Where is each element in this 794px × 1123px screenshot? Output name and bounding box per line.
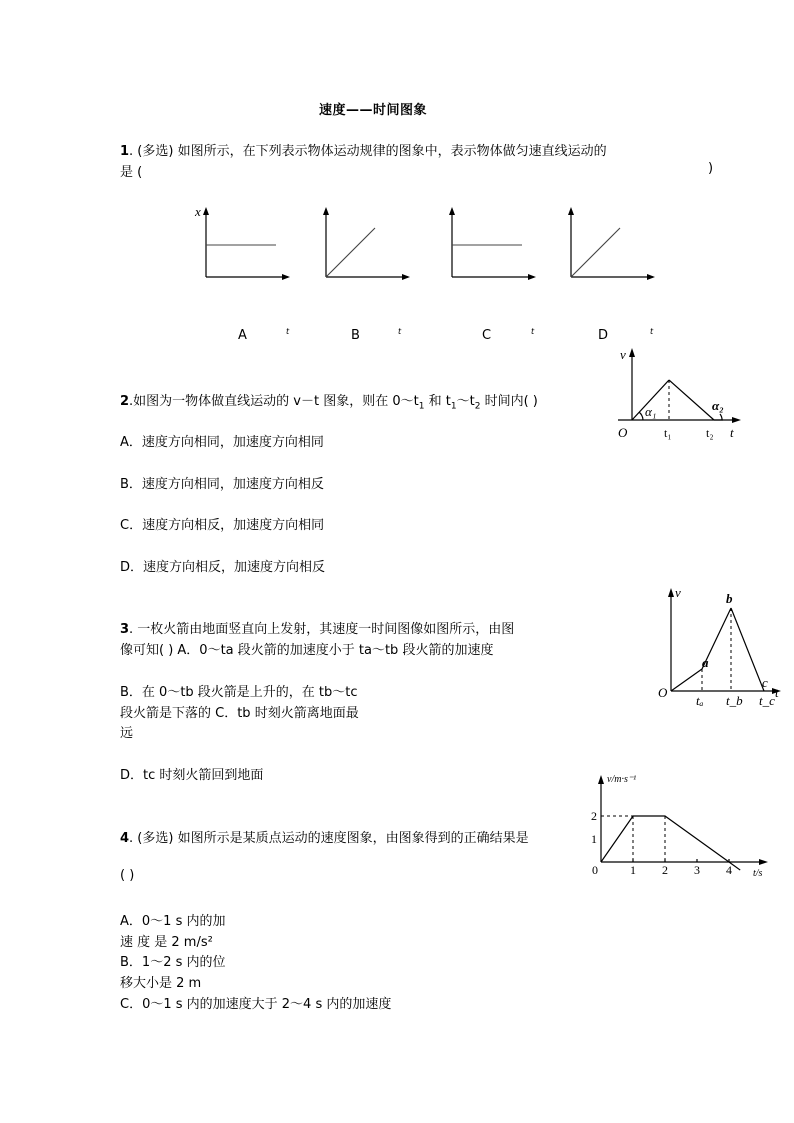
q1-text: . (多选) 如图所示，在下列表示物体运动规律的图象中，表示物体做匀速直线运动的 <box>129 144 607 159</box>
q4-xtick-label-2: 2 <box>662 863 668 877</box>
q4-chart-ylabel: v/m·s⁻¹ <box>607 774 637 785</box>
q2-option-c: C．速度方向相反，加速度方向相同 <box>120 518 325 533</box>
q1-line1 <box>120 140 607 159</box>
q2-vt-graph <box>610 345 760 445</box>
q4-line7: C．0～1 s 内的加速度大于 2～4 s 内的加速度 <box>120 997 392 1012</box>
q2-graph-alpha1: α₁ <box>645 404 657 419</box>
q1-option-c: C <box>482 328 492 343</box>
q1-option-d: D <box>598 328 609 343</box>
q4-number: 4 <box>120 831 130 846</box>
q3-line3: B．在 0～tb 段火箭是上升的，在 tb～tc <box>120 685 358 700</box>
q1-graph-d-xlabel: t <box>650 327 654 336</box>
q1-graph-c-xlabel: t <box>531 327 535 336</box>
q3-line6: D．tc 时刻火箭回到地面 <box>120 768 264 783</box>
q3-graph-xlabel: t <box>775 685 779 700</box>
q1-graph-c <box>436 205 546 285</box>
q4-line1: 4. (多选) 如图所示是某质点运动的速度图象，由图象得到的正确结果是 <box>120 831 529 846</box>
q1-graph-b-xlabel: t <box>398 327 402 336</box>
q2-graph-t2: t₂ <box>706 426 714 440</box>
q1-graph-a-xlabel: t <box>286 327 290 336</box>
q2-graph-alpha2: α₂ <box>712 398 724 413</box>
q2-stem: 2.如图为一物体做直线运动的 v－t 图象，则在 $0\sim t_1$ 和 $t_1\sim t_2$ 时间内( ) <box>120 394 538 412</box>
q1-graph-d <box>555 205 665 285</box>
q1-graph-b <box>310 205 420 285</box>
q3-line2: 像可知( ) A．0～ta 段火箭的加速度小于 ta～tb 段火箭的加速度 <box>120 643 494 658</box>
q2-number: 2 <box>120 394 130 409</box>
q2-graph-xlabel: t <box>730 425 734 440</box>
q2-graph-origin: O <box>618 425 628 440</box>
q4-vt-chart <box>585 770 775 885</box>
q1-graph-a-ylabel: x <box>195 204 201 219</box>
q3-graph-point-b: b <box>726 591 733 606</box>
q2-option-b: B．速度方向相同，加速度方向相反 <box>120 477 324 492</box>
q2-graph-t1: t₁ <box>664 426 672 440</box>
q4-ytick-label-1: 1 <box>591 832 597 846</box>
q1-answer-blank-close: ) <box>708 161 714 176</box>
page-title: 速度——时间图象 <box>319 103 428 118</box>
q3-line1: 3. 一枚火箭由地面竖直向上发射，其速度一时间图像如图所示，由图 <box>120 622 515 637</box>
q2-graph-ylabel: v <box>620 347 626 362</box>
q3-graph-point-c: c <box>762 675 768 690</box>
q1-option-b: B <box>351 328 360 343</box>
q1-answer-blank-open: 是 ( <box>120 165 143 180</box>
q3-graph-tb: t_b <box>726 693 743 708</box>
q4-line5: B．1～2 s 内的位 <box>120 955 226 970</box>
q3-graph-ta: tₐ <box>696 693 704 708</box>
q3-graph-ylabel: v <box>675 585 681 600</box>
q3-line5: 远 <box>120 726 134 741</box>
q3-graph-tc: t_c <box>759 693 775 708</box>
q2-option-d: D．速度方向相反，加速度方向相反 <box>120 560 326 575</box>
q4-line3: A．0～1 s 内的加 <box>120 914 226 929</box>
q3-graph-point-a: a <box>702 655 709 670</box>
q4-xtick-label-1: 1 <box>630 863 636 877</box>
q4-xtick-label-0: 0 <box>592 863 598 877</box>
q1-graph-a <box>190 205 300 285</box>
q3-graph-origin: O <box>658 685 668 700</box>
q1-option-a: A <box>238 328 247 343</box>
q3-vt-graph <box>655 585 790 715</box>
q3-number: 3 <box>120 622 130 637</box>
q4-line4: 速 度 是 2 m/s² <box>120 935 213 950</box>
q3-line4: 段火箭是下落的 C．tb 时刻火箭离地面最 <box>120 706 359 721</box>
q4-line6: 移大小是 2 m <box>120 976 202 991</box>
q4-xtick-label-4: 4 <box>726 863 732 877</box>
q4-chart-xlabel: t/s <box>753 868 763 879</box>
q4-line2: ( ) <box>120 868 135 883</box>
q4-xtick-label-3: 3 <box>694 863 700 877</box>
q1-number: 1 <box>120 144 130 159</box>
q4-ytick-label-2: 2 <box>591 809 597 823</box>
q2-option-a: A．速度方向相同，加速度方向相同 <box>120 435 324 450</box>
